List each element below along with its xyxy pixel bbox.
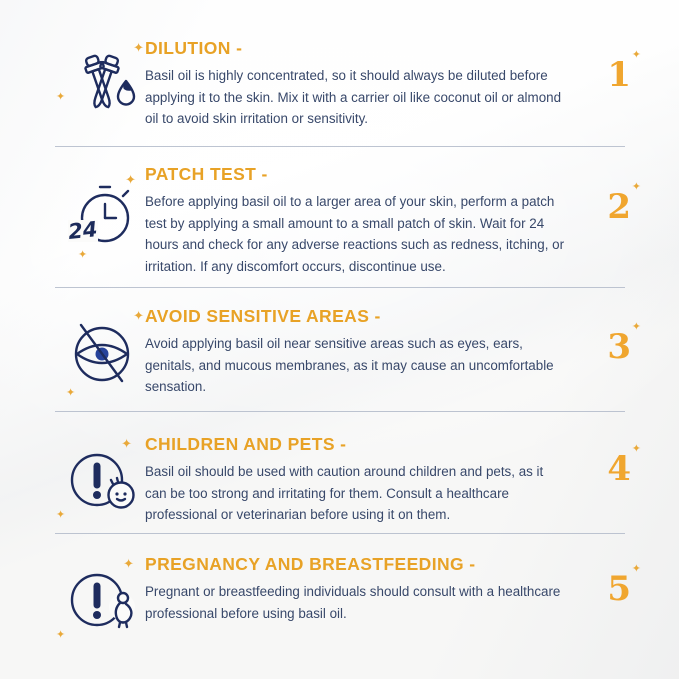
sparkle-icon: ✦: [133, 309, 144, 324]
number-text: 1: [607, 55, 631, 95]
section-number: [607, 180, 641, 227]
sparkle-icon: ✦: [66, 386, 76, 399]
sparkle-icon: ✦: [631, 320, 641, 333]
tip-section-dilution: [55, 38, 639, 130]
section-body: Basil oil is highly concentrated, so it should always be diluted before applying it to the skin. Mix it with a carrier oil like coconut oil or almond oil to avoid skin irritation or sensitivity.: [145, 68, 562, 127]
section-body: Pregnant or breastfeeding individuals should consult with a healthcare professional before using basil oil.: [145, 584, 561, 621]
section-body: Basil oil should be used with caution around children and pets, as it can be too strong and irritating for them. Consult a healthcare professional or veterinarian before using it on them.: [145, 464, 544, 523]
sparkle-icon: ✦: [121, 437, 132, 452]
section-body: Before applying basil oil to a larger area of your skin, perform a patch test by applying a small amount to a small patch of skin. Wait for 24 hours and check for any adverse reactions such as redness, itching, or irritation. If any discomfort occurs, discontinue use.: [145, 194, 565, 275]
sparkle-icon: ✦: [631, 48, 641, 61]
tip-section-sensitive-areas: [55, 306, 639, 398]
number-text: 2: [607, 187, 631, 227]
sparkle-icon: ✦: [133, 41, 144, 56]
section-title: CHILDREN AND PETS -: [145, 434, 347, 454]
sparkle-icon: ✦: [631, 562, 641, 575]
number-text: 5: [607, 569, 631, 609]
section-number: [607, 442, 641, 489]
sparkle-icon: ✦: [56, 508, 66, 521]
sparkle-icon: ✦: [56, 628, 66, 641]
section-number: [607, 48, 641, 95]
section-divider: [55, 533, 625, 534]
section-title: AVOID SENSITIVE AREAS -: [145, 306, 381, 326]
sparkle-icon: ✦: [123, 557, 134, 572]
tip-section-pregnancy: [55, 554, 641, 641]
caution-child-icon: [56, 437, 146, 526]
sparkle-icon: ✦: [631, 442, 641, 455]
sparkle-icon: ✦: [125, 173, 136, 188]
clock-24-icon: [60, 173, 146, 262]
sparkle-icon: ✦: [56, 90, 66, 103]
section-title: DILUTION -: [145, 38, 243, 58]
clock-24-label: 24: [67, 217, 99, 244]
dropper-icon: [56, 41, 146, 130]
section-title: PREGNANCY AND BREASTFEEDING -: [145, 554, 476, 574]
caution-pregnancy-icon: [56, 557, 146, 646]
no-eye-icon: [60, 309, 146, 399]
number-text: 3: [607, 327, 631, 367]
section-title: PATCH TEST -: [145, 164, 268, 184]
tip-section-children-pets: [55, 434, 639, 526]
section-body: Avoid applying basil oil near sensitive areas such as eyes, ears, genitals, and mucous membranes, as it may cause an uncomfortable sensation.: [145, 336, 554, 395]
section-divider: [55, 146, 625, 147]
sparkle-icon: ✦: [631, 180, 641, 193]
section-divider: [55, 411, 625, 412]
tip-section-patch-test: [55, 164, 639, 278]
section-number: [607, 320, 641, 367]
number-text: 4: [607, 449, 631, 489]
section-divider: [55, 287, 625, 288]
sparkle-icon: ✦: [78, 248, 88, 261]
section-number: [607, 562, 641, 609]
